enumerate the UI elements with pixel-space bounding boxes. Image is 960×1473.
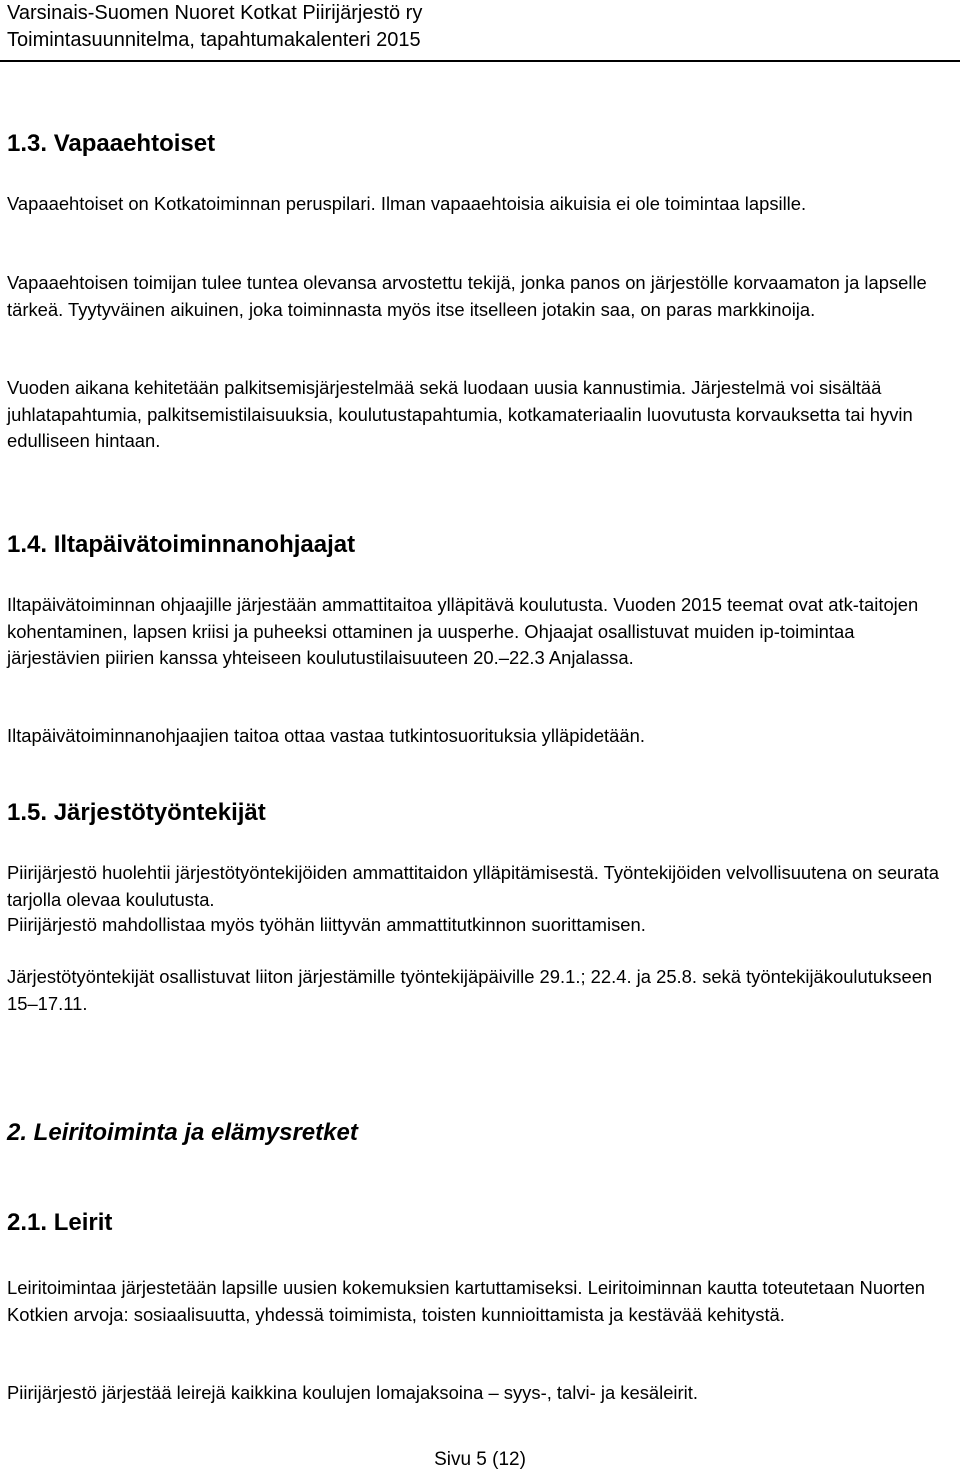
- paragraph-1-4-b: Iltapäivätoiminnanohjaajien taitoa ottaa vastaa tutkintosuorituksia ylläpidetään.: [7, 725, 645, 746]
- heading-1-4: 1.4. Iltapäivätoiminnanohjaajat: [7, 531, 356, 558]
- paragraph-1-4-a: Iltapäivätoiminnan ohjaajille järjestään ammattitaitoa ylläpitävä koulutusta. Vuoden 2015 teemat ovat atk-taitojen kohentaminen, lapsen kriisi ja puheeksi ottaminen ja uusperhe. Ohjaajat osallistuvat muiden ip-toimintaa järjestävien piirien kanssa yhteiseen koulutustilaisuuteen 20.–22.3 Anjalassa.: [7, 594, 919, 668]
- heading-1-5: 1.5. Järjestötyöntekijät: [7, 799, 266, 826]
- page-number: Sivu 5 (12): [434, 1449, 526, 1470]
- page-header: [7, 0, 422, 54]
- paragraph-1-3-b: Vapaaehtoisen toimijan tulee tuntea olevansa arvostettu tekijä, jonka panos on järjestölle korvaamaton ja lapselle tärkeä. Tyytyväinen aikuinen, joka toiminnasta myös itse itselleen jotakin saa, on paras markkinoija.: [7, 272, 927, 320]
- heading-1-3: 1.3. Vapaaehtoiset: [7, 130, 216, 157]
- paragraph-2-1-a: Leiritoimintaa järjestetään lapsille uusien kokemuksien kartuttamiseksi. Leiritoiminnan kautta toteutetaan Nuorten Kotkien arvoja: sosiaalisuutta, yhdessä toimimista, toisten kunnioittamista ja kestävää kehitystä.: [7, 1277, 925, 1325]
- heading-2: 2. Leiritoiminta ja elämysretket: [7, 1119, 358, 1146]
- paragraph-1-3-c: Vuoden aikana kehitetään palkitsemisjärjestelmää sekä luodaan uusia kannustimia. Järjestelmä voi sisältää juhlatapahtumia, palkitsemistilaisuuksia, koulutustapahtumia, kotkamateriaalin luovutusta korvauksetta tai hyvin edulliseen hintaan.: [7, 377, 913, 451]
- paragraph-1-3-a: Vapaaehtoiset on Kotkatoiminnan peruspilari. Ilman vapaaehtoisia aikuisia ei ole toimintaa lapsille.: [7, 193, 807, 214]
- paragraph-2-1-b: Piirijärjestö järjestää leirejä kaikkina koulujen lomajaksoina – syys-, talvi- ja kesäleirit.: [7, 1382, 698, 1403]
- heading-2-1: 2.1. Leirit: [7, 1209, 113, 1236]
- paragraph-1-5-a: Piirijärjestö huolehtii järjestötyöntekijöiden ammattitaidon ylläpitämisestä. Työntekijöiden velvollisuutena on seurata tarjolla olevaa koulutusta.: [7, 862, 939, 910]
- paragraph-1-5-c: Järjestötyöntekijät osallistuvat liiton järjestämille työntekijäpäiville 29.1.; 22.4. ja 25.8. sekä työntekijäkoulutukseen 15–17.11.: [7, 966, 933, 1014]
- header-org: Varsinais-Suomen Nuoret Kotkat Piirijärjestö ry: [7, 2, 423, 24]
- paragraph-1-5-b: Piirijärjestö mahdollistaa myös työhän liittyvän ammattitutkinnon suorittamisen.: [7, 914, 646, 935]
- header-divider: [0, 60, 960, 62]
- header-doc-title: Toimintasuunnitelma, tapahtumakalenteri 2015: [7, 29, 421, 51]
